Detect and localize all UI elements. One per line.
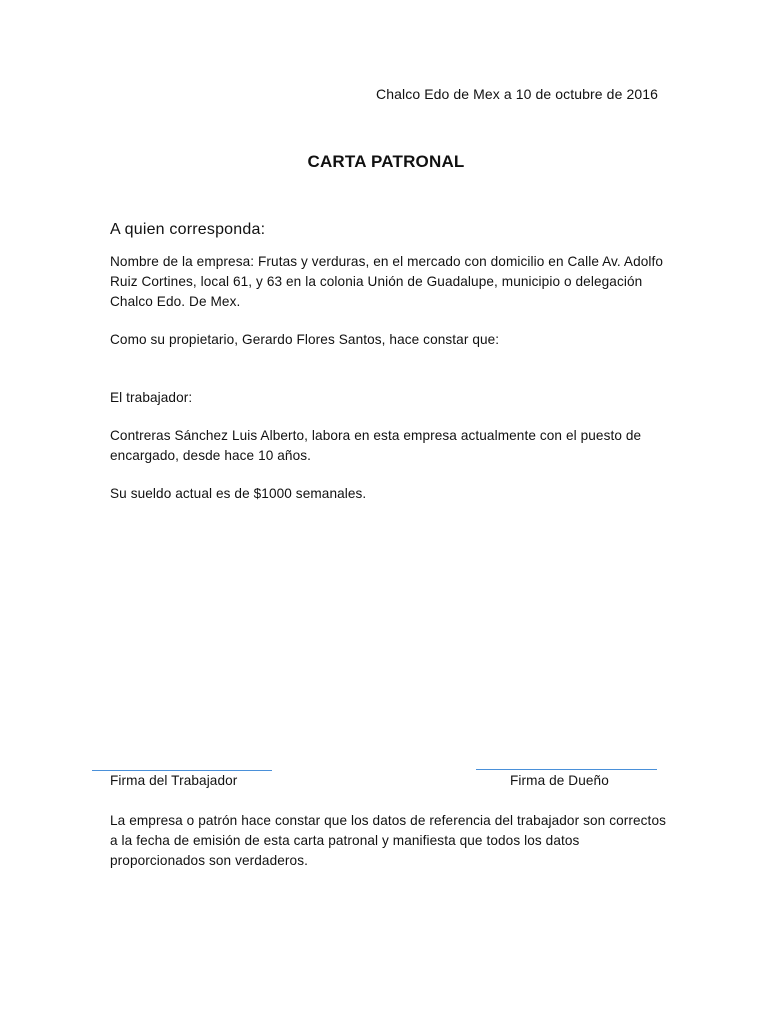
constancia-paragraph: La empresa o patrón hace constar que los datos de referencia del trabajador son correctos a la fecha de emisión de esta carta patronal y manifiesta que todos los datos proporcionados son verdaderos. — [110, 813, 666, 868]
greeting: A quien corresponda: — [110, 221, 266, 238]
worker-signature-label: Firma del Trabajador — [110, 773, 238, 788]
letter-title: CARTA PATRONAL — [307, 152, 465, 171]
date-line: Chalco Edo de Mex a 10 de octubre de 2016 — [376, 86, 658, 102]
owner-signature-line — [476, 769, 657, 770]
trabajador-paragraph: Contreras Sánchez Luis Alberto, labora en esta empresa actualmente con el puesto de encargado, desde hace 10 años. — [110, 428, 642, 463]
worker-signature-line — [92, 770, 272, 771]
sueldo-paragraph: Su sueldo actual es de $1000 semanales. — [110, 486, 367, 501]
empresa-paragraph: Nombre de la empresa: Frutas y verduras, en el mercado con domicilio en Calle Av. Adolfo Ruiz Cortines, local 61, y 63 en la colonia Unión de Guadalupe, municipio o delegación Chalco Edo. De Mex. — [110, 254, 664, 309]
trabajador-label: El trabajador: — [110, 390, 193, 405]
owner-signature-label: Firma de Dueño — [510, 773, 609, 788]
propietario-paragraph: Como su propietario, Gerardo Flores Santos, hace constar que: — [110, 332, 500, 347]
